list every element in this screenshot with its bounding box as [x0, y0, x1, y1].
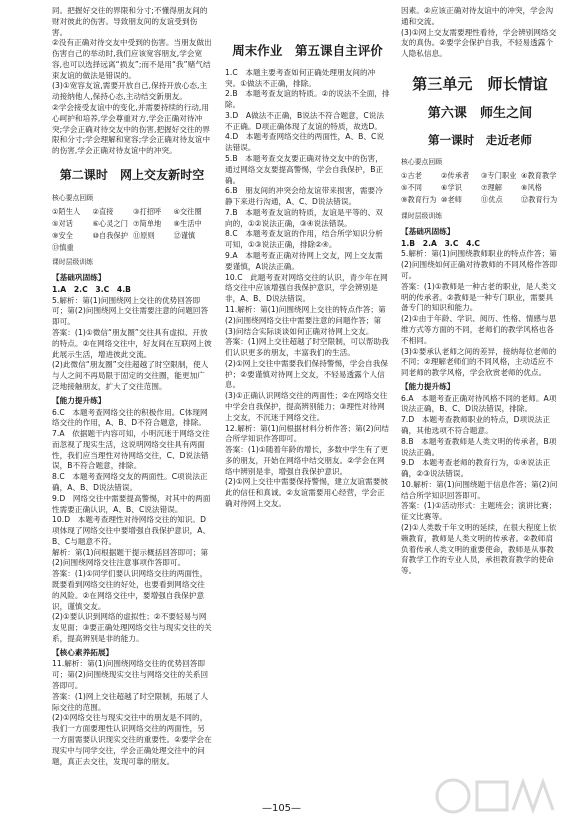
section-heading-advanced: 【能力提升练】 [52, 395, 106, 405]
text-line: 5.解析：第(1)问围绕网上交往的优势回答即可；第(2)问围绕网上交往需要注意的问题回答即可。 [52, 295, 209, 327]
column-right [401, 6, 559, 577]
column-left [52, 6, 212, 767]
answer-line: 1.A 2.C 3.C 4.B [52, 284, 132, 294]
text-line: 5.解析：第(1)问围绕教师职业的特点作答；第(2)问围绕如何正确对待教师的不同风格作答即可。 [401, 249, 558, 281]
text-line: 答案：(1)①活动形式：主题班会；演讲比赛；征文比赛等。 [401, 501, 557, 522]
text-line: 7.A 依据题干内容可知，小明沉迷于网络交往而忽视了现实生活，这说明网络交往具有两面性，我们应当理性对待网络交往，C、D说法错误，B不符合题意，排除。 [52, 429, 210, 471]
text-line: (2)①网络交往与现实交往中的朋友是不同的，我们一方面要理性认识网络交往的两面性，另一方面需要认识现实交往的重要性。②要学会在现实中与同学交往，学会正确处理交往中的问题，真正去交往，发现可靠的朋友。 [52, 713, 212, 766]
text-line: 1.C 本题主要考查如何正确处理朋友间的冲突。①做法不正确，排除。 [225, 67, 376, 88]
text-line: (2)此微信“朋友圈”交往超越了时空限制，使人与人之间不再局限于固定的交往圈，能更加广泛地接触朋友，扩大了交往范围。 [52, 360, 209, 391]
text-line: 答案：(1)①同学们要认识网络交往的两面性，既要看到网络交往的好处，也要看到网络交往的风险。②在网络交往中，要增强自我保护意识，谨慎交友。 [52, 569, 208, 611]
text-line: 3.D A做法不正确，B说法不符合题意，C说法不正确。D项正确体现了友谊的特质，故选D。 [225, 110, 385, 131]
text-line: (3)①要承认老师之间的差异，接纳每位老师的不同；②理解老师们的不同风格，主动适应不同老师的教学风格，学会欣赏老师的优点。 [401, 346, 557, 378]
text-line: ②学会接受友谊中的变化,并需要持续的行动,用心呵护和培养,学会尊重对方,学会正确对待冲突;学会正确对待交友中的伤害,把握好交往的界限和分寸;学会理解和宽容;学会正确对待友谊中的伤害,学会正确对待友谊中的冲突。 [52, 103, 211, 156]
section-heading-basic: 【基础巩固练】 [52, 273, 106, 283]
text-line: 答案：(1)网上交往超越了时空限制，可以帮助我们认识更多的朋友，丰富我们的生活。 [225, 337, 389, 358]
key-points-grid [52, 207, 212, 254]
text-line: 4.D 本题考查网络交往的两面性，A、B、C说法错误。 [225, 132, 385, 153]
key-point-item: ⑧生活中 [173, 218, 202, 228]
answer-list-advanced [401, 394, 559, 577]
section-heading-advanced: 【能力提升练】 [401, 381, 455, 391]
key-point-item: ②传承者 [441, 170, 470, 180]
text-line: 答案：(1)①教师是一种古老的职业，是人类文明的传承者。②教师是一种专门职业，需要具备专门的知识和能力。 [401, 281, 557, 313]
text-line: 8.C 本题考查网络交友的两面性。C项说法正确，A、B、D说法错误。 [52, 472, 208, 492]
key-point-item: ①古老 [401, 170, 422, 180]
text-line: 5.B 本题考查交友要正确对待交友中的伤害，通过网络交友要提高警惕，学会自我保护，B正确。 [225, 154, 384, 185]
key-point-item: ⑪原则 [133, 231, 155, 241]
section-tag-review: 核心要点回顾 [401, 157, 443, 166]
text-line: 8.B 本题考查教师是人类文明的传承者，B项说法正确。 [401, 436, 557, 457]
text-line: 10.C 此题考查对网络交往的认识，青少年在网络交往中应该增强自我保护意识，学会辨别是非，A、B、D说法错误。 [225, 272, 388, 304]
answer-list-basic [401, 249, 559, 378]
section-tag-training: 课时层级训练 [52, 258, 94, 267]
text-line: (2)①由于年龄、学识、阅历、性格、情感与思维方式等方面的不同，老师们的教学风格也各不相同。 [401, 314, 557, 345]
key-points-grid [401, 171, 559, 208]
key-point-item: ⑥学识 [441, 182, 462, 192]
text-line: 同。把握好交往的界限和分寸;不懂得朋友间的财对彼此的伤害。导致朋友间的友谊受到伤害。 [52, 6, 208, 37]
page-number: —105— [261, 803, 302, 814]
key-point-item [133, 243, 172, 253]
key-point-item: ④交往圈 [173, 206, 202, 216]
section-heading-basic: 【基础巩固练】 [401, 226, 455, 236]
key-point-item: ⑤不同 [401, 182, 422, 192]
text-line: 因素。②应该正确对待友谊中的冲突，学会沟通和交流。 [401, 6, 554, 26]
key-point-item: ④教育教学 [521, 170, 557, 180]
key-point-item: ⑦理解 [481, 182, 502, 192]
text-line: (3)①网上交友需要理性看待，学会辨别网络交友的真伪。②要学会保护自我，不轻易透露个人隐私信息。 [401, 27, 557, 59]
text-line: 7.B 本题考查友谊的特质，友谊是平等的、双向的，①②说法正确，③④说法错误。 [225, 207, 383, 228]
section-tag-review: 核心要点回顾 [52, 193, 94, 202]
key-point-item [93, 243, 132, 253]
key-point-item: ⑥心灵之门 [92, 218, 128, 228]
text-line: 答案：(1)①微信“朋友圈”交往具有虚拟、开放的特点。②在网络交往中，好友间在互联网上彼此展示生活，增进彼此交流。 [52, 328, 212, 359]
text-line: 11.解析：第(1)问围绕网上交往的特点作答；第(2)问围绕网络交往中需要注意的问题作答；第(3)问结合实际谈谈如何正确对待网上交友。 [225, 304, 386, 336]
text-line: 6.A 本题考查正确对待风格不同的老师。A项说法正确，B、C、D说法错误，排除。 [401, 393, 557, 414]
text-line: 2.B 本题考查友谊的特质。②的说法不全面，排除。 [225, 89, 390, 110]
text-line: (3)①正确认识网络交往的两面性；②在网络交往中学会自我保护，提高辨别能力；③理性对待网上交友，不沉迷于网络交往。 [225, 391, 388, 422]
answer-list-basic [52, 296, 212, 393]
text-line: (2)①人类数千年文明的延续，在很大程度上依赖教育，教师是人类文明的传承者。②教师肩负着传承人类文明的重要使命，教师是从事教育教学工作的专业人员，承担教育教学的使命等。 [401, 523, 557, 576]
text-line: 11.解析：第(1)问围绕网络交往的优势回答即可；第(2)问围绕现实交往与网络交往的关系回答即可。 [52, 659, 209, 691]
intro-paragraphs [52, 6, 212, 157]
section-heading-extension: 【核心素养拓展】 [52, 647, 114, 657]
text-line: 9.D 本题考查老师的教育行为，①④说法正确，②③说法错误。 [401, 458, 551, 479]
text-line: 8.C 本题考查友谊的作用，结合所学知识分析可知，①③说法正确，排除②④。 [225, 229, 383, 250]
period-title: 第一课时 走近老师 [428, 132, 532, 147]
text-line: 7.D 本题考查教师职业的特点，D项说法正确，其他选项不符合题意。 [401, 415, 551, 435]
answer-line: 1.B 2.A 3.C 4.C [401, 238, 481, 248]
key-point-item: ⑪优点 [481, 195, 503, 205]
text-line: ②没有正确对待交友中受到的伤害。当朋友做出伤害自己的举动时,我们应该宽容朋友,学会宽容,也可以选择远离“损友”;而不是用“我”赌气结束友谊的做法是错误的。 [52, 38, 212, 80]
key-point-item: ③专门职业 [481, 170, 517, 180]
text-line: (3)①宽容友谊,需要开放自己,保持开放心态,主动接纳他人,保持心态,主动结交新朋友。 [52, 81, 208, 102]
text-line: (2)①网上交往中需要我们保持警惕，学会自我保护；②要谨慎对待网上交友，不轻易透露个人信息。 [225, 358, 388, 390]
text-line: 9.D 网络交往中需要提高警惕，对其中的两面性需要正确认识，A、B、C说法错误。 [52, 493, 211, 514]
text-line: (2)①网上交往中需要保持警惕，建立友谊需要彼此的信任和真诚。②友谊需要用心经营，学会正确对待网上交友。 [225, 477, 388, 508]
text-line: 6.B 朋友间的冲突会给友谊带来损害，需要冷静下来进行沟通，A、C、D说法错误。 [225, 186, 383, 207]
answer-list-advanced [52, 408, 212, 645]
text-line: 9.A 本题考查正确对待网上交友，网上交友需要谨慎，A说法正确。 [225, 251, 383, 271]
key-point-item: ③打招呼 [133, 206, 162, 216]
key-point-item: ⑨教育行为 [401, 195, 437, 205]
weekend-homework-title: 周末作业 第五课自主评价 [232, 43, 383, 58]
answer-list-weekend [225, 68, 390, 510]
answer-list-extension [52, 659, 212, 767]
key-point-item: ①陌生人 [52, 206, 81, 216]
key-point-item: ②直接 [92, 206, 114, 216]
key-point-item: ⑫谨慎 [173, 231, 196, 241]
text-line: 答案：(1)网上交往超越了时空限制，拓展了人际交往的范围。 [52, 691, 209, 712]
section-tag-training: 课时层级训练 [401, 212, 443, 221]
lesson-title: 第二课时 网上交友新时空 [59, 167, 205, 182]
key-point-item: ⑧风格 [521, 182, 542, 192]
key-point-item: ⑩自我保护 [92, 231, 128, 241]
chapter-title: 第六课 师生之间 [427, 106, 533, 122]
text-line: 6.C 本题考查网络交往的积极作用。C体现网络交往的作用，A、B、D不符合题意，排除。 [52, 407, 208, 428]
text-line: 12.解析：第(1)问根据材料分析作答；第(2)问结合所学知识作答即可。 [225, 423, 389, 444]
key-point-item: ⑩老师 [441, 195, 462, 205]
text-line: 10.解析：第(1)问围绕题干信息作答；第(2)问结合所学知识回答即可。 [401, 479, 558, 500]
key-point-item: ⑤对话 [52, 218, 73, 228]
key-point-item [174, 243, 213, 253]
key-point-item: ⑬慎重 [52, 243, 74, 253]
text-line: 10.D 本题考查理性对待网络交往的知识。D项体现了网络交往中要增强自我保护意识，A、B、C与题意不符。 [52, 515, 211, 546]
key-point-item: ⑫教育行为 [521, 195, 558, 205]
text-line: 答案：(1)①随着年龄的增长，多数中学生有了更多的朋友，开始在网络中结交朋友。②学会在网络中辨别是非，增强自我保护意识。 [225, 445, 388, 476]
text-line: (2)①要认识到网络的虚拟性；②不要轻易与网友见面；③要正确处理网络交往与现实交往的关系，提高辨别是非的能力。 [52, 612, 212, 643]
text-line: 解析：第(1)问根据题干提示概括回答即可；第(2)问围绕网络交往注意事项作答即可。 [52, 547, 209, 568]
watermark-logo [433, 770, 563, 827]
column-middle [225, 6, 390, 510]
intro-paragraphs [401, 6, 559, 60]
key-point-item: ⑦简单地 [133, 218, 162, 228]
unit-title: 第三单元 师长情谊 [412, 74, 548, 93]
key-point-item: ⑨安全 [52, 231, 73, 241]
